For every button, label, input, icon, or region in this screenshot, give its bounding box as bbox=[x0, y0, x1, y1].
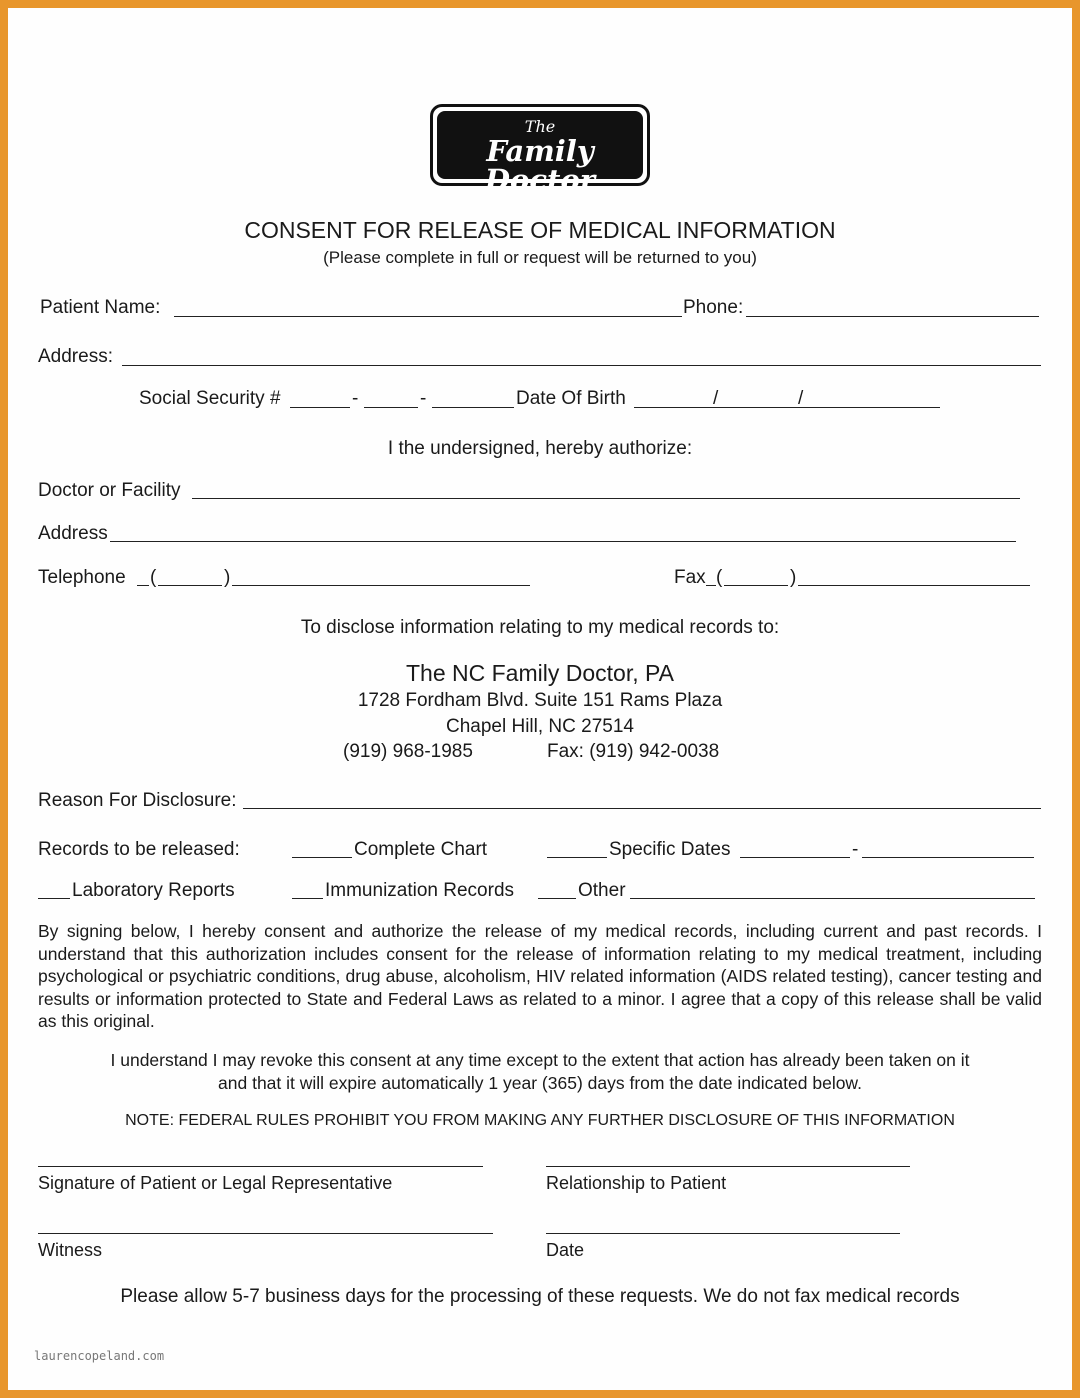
dob-label: Date Of Birth bbox=[516, 388, 626, 409]
other-checkline[interactable] bbox=[538, 898, 576, 899]
recipient-address-2: Chapel Hill, NC 27514 bbox=[446, 716, 634, 737]
ssn-label: Social Security # bbox=[139, 388, 281, 409]
recipient-address-1: 1728 Fordham Blvd. Suite 151 Rams Plaza bbox=[357, 690, 723, 711]
disclose-statement: To disclose information relating to my medical records to: bbox=[300, 617, 780, 638]
address-label: Address: bbox=[38, 346, 113, 367]
specific-dates-dash: - bbox=[852, 839, 859, 860]
page-title: CONSENT FOR RELEASE OF MEDICAL INFORMATION bbox=[244, 217, 836, 243]
specific-dates-to-field[interactable] bbox=[862, 857, 1034, 858]
telephone-lead-line bbox=[137, 585, 149, 586]
lab-reports-checkline[interactable] bbox=[38, 898, 70, 899]
telephone-label: Telephone bbox=[38, 567, 126, 588]
revoke-paragraph: I understand I may revoke this consent at any time except to the extent that action has already been taken on it and that it will expire automatically 1 year (365) days from the date indicated below. bbox=[110, 1050, 970, 1093]
telephone-paren-open: ( bbox=[150, 567, 157, 588]
specific-dates-checkline[interactable] bbox=[547, 857, 607, 858]
fax-area-code-field[interactable] bbox=[724, 585, 788, 586]
family-doctor-logo bbox=[430, 104, 650, 197]
date-label: Date bbox=[546, 1240, 585, 1260]
authorize-statement: I the undersigned, hereby authorize: bbox=[387, 438, 693, 459]
patient-signature-label: Signature of Patient or Legal Representative bbox=[38, 1173, 393, 1193]
specific-dates-from-field[interactable] bbox=[740, 857, 850, 858]
complete-chart-checkline[interactable] bbox=[292, 857, 352, 858]
ssn-part2-field[interactable] bbox=[364, 407, 418, 408]
page-subtitle: (Please complete in full or request will be returned to you) bbox=[323, 248, 757, 267]
telephone-paren-close: ) bbox=[224, 567, 231, 588]
telephone-number-field[interactable] bbox=[232, 585, 530, 586]
fax-paren-close: ) bbox=[790, 567, 797, 588]
logo-name: Family Doctor bbox=[484, 134, 596, 197]
ssn-dash-1: - bbox=[352, 388, 359, 409]
reason-label: Reason For Disclosure: bbox=[38, 790, 237, 811]
other-label: Other bbox=[578, 880, 626, 901]
fax-number-field[interactable] bbox=[798, 585, 1030, 586]
witness-label: Witness bbox=[38, 1240, 103, 1260]
dob-slash-2: / bbox=[798, 388, 804, 409]
processing-notice: Please allow 5-7 business days for the processing of these requests. We do not fax medical records bbox=[120, 1286, 960, 1307]
dob-field[interactable] bbox=[634, 407, 940, 408]
records-label: Records to be released: bbox=[38, 839, 240, 860]
ssn-part3-field[interactable] bbox=[432, 407, 514, 408]
fax-lead-line bbox=[706, 585, 716, 586]
specific-dates-label: Specific Dates bbox=[609, 839, 731, 860]
source-watermark: laurencopeland.com bbox=[34, 1349, 165, 1363]
patient-signature-field[interactable] bbox=[38, 1166, 483, 1167]
ssn-dash-2: - bbox=[420, 388, 427, 409]
relationship-label: Relationship to Patient bbox=[546, 1173, 727, 1193]
fax-paren-open: ( bbox=[716, 567, 723, 588]
telephone-area-code-field[interactable] bbox=[158, 585, 222, 586]
logo-the: The bbox=[524, 117, 556, 136]
reason-field[interactable] bbox=[243, 808, 1041, 809]
other-field[interactable] bbox=[630, 898, 1035, 899]
recipient-name: The NC Family Doctor, PA bbox=[406, 660, 674, 686]
date-field[interactable] bbox=[546, 1233, 900, 1234]
doctor-facility-label: Doctor or Facility bbox=[38, 480, 181, 501]
witness-signature-field[interactable] bbox=[38, 1233, 493, 1234]
dob-slash-1: / bbox=[713, 388, 719, 409]
facility-address-label: Address bbox=[38, 523, 108, 544]
doctor-facility-field[interactable] bbox=[192, 498, 1020, 499]
complete-chart-label: Complete Chart bbox=[354, 839, 488, 860]
lab-reports-label: Laboratory Reports bbox=[72, 880, 235, 901]
fax-label: Fax bbox=[674, 567, 706, 588]
facility-address-field[interactable] bbox=[110, 541, 1016, 542]
ssn-part1-field[interactable] bbox=[290, 407, 350, 408]
relationship-field[interactable] bbox=[546, 1166, 910, 1167]
federal-note: NOTE: FEDERAL RULES PROHIBIT YOU FROM MAKING ANY FURTHER DISCLOSURE OF THIS INFORMATION bbox=[125, 1112, 955, 1129]
patient-name-label: Patient Name: bbox=[40, 297, 161, 318]
consent-paragraph: By signing below, I hereby consent and authorize the release of my medical records, including current and past records. I understand that this authorization includes consent for the release of information relating to my medical treatment, including psychological or psychiatric conditions, drug abuse, alcoholism, HIV related information (AIDS related testing), cancer testing and results or information protected to State and Federal Laws as related to a minor. I agree that a copy of this release shall be valid as this original. bbox=[38, 921, 1042, 1031]
immunization-checkline[interactable] bbox=[292, 898, 323, 899]
phone-field[interactable] bbox=[746, 316, 1039, 317]
recipient-phone: (919) 968-1985 bbox=[343, 741, 473, 762]
address-field[interactable] bbox=[122, 365, 1041, 366]
immunization-label: Immunization Records bbox=[325, 880, 515, 901]
phone-label: Phone: bbox=[683, 297, 744, 318]
recipient-fax: Fax: (919) 942-0038 bbox=[547, 741, 720, 762]
patient-name-field[interactable] bbox=[174, 316, 682, 317]
